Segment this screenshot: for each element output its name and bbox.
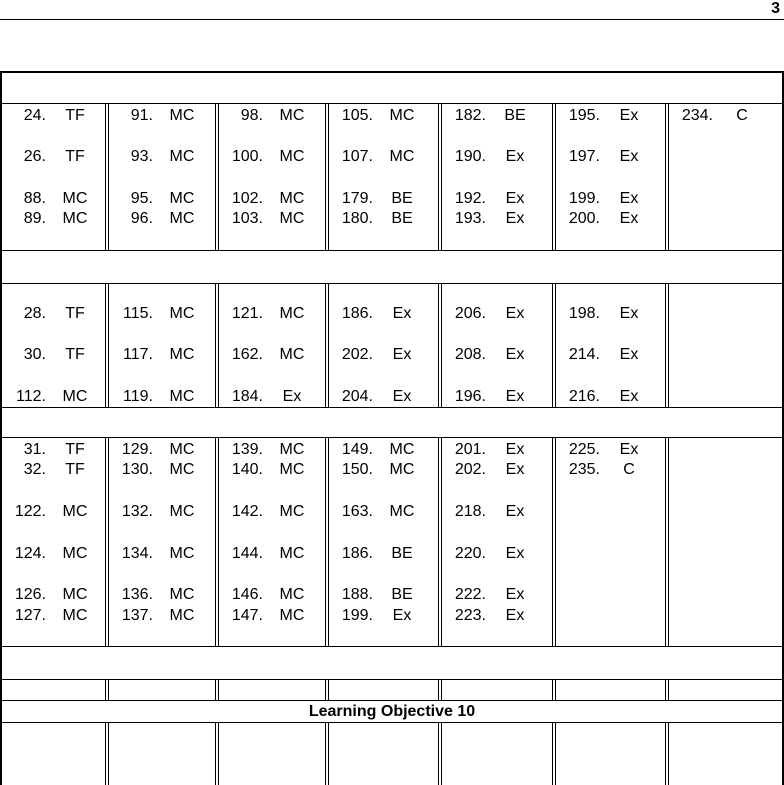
question-number: 193. xyxy=(454,210,486,227)
question-number: 216. xyxy=(568,388,600,405)
question-number: 100. xyxy=(231,148,263,165)
question-type: Ex xyxy=(619,210,639,227)
question-number: 140. xyxy=(231,461,263,478)
question-type: Ex xyxy=(505,503,525,520)
table-column-divider xyxy=(665,103,669,250)
table-column-divider xyxy=(665,437,669,646)
question-number: 222. xyxy=(454,586,486,603)
table-column-divider xyxy=(325,103,329,250)
question-type: Ex xyxy=(392,388,412,405)
question-type: Ex xyxy=(392,607,412,624)
question-type: BE xyxy=(391,545,413,562)
table-column-divider xyxy=(438,679,442,700)
question-type: Ex xyxy=(619,305,639,322)
question-number: 130. xyxy=(121,461,153,478)
table-hrule xyxy=(0,407,784,408)
question-type: MC xyxy=(169,545,195,562)
question-number: 235. xyxy=(568,461,600,478)
question-number: 122. xyxy=(14,503,46,520)
question-number: 220. xyxy=(454,545,486,562)
question-type: MC xyxy=(389,461,415,478)
question-type: MC xyxy=(279,190,305,207)
question-number: 98. xyxy=(240,107,263,124)
question-number: 144. xyxy=(231,545,263,562)
learning-objective-heading: Learning Objective 10 xyxy=(308,703,476,720)
question-type: MC xyxy=(279,346,305,363)
question-number: 139. xyxy=(231,441,263,458)
question-number: 102. xyxy=(231,190,263,207)
table-column-divider xyxy=(105,103,109,250)
question-number: 208. xyxy=(454,346,486,363)
question-number: 31. xyxy=(23,441,46,458)
question-number: 201. xyxy=(454,441,486,458)
question-number: 192. xyxy=(454,190,486,207)
question-number: 112. xyxy=(16,388,46,405)
question-type: Ex xyxy=(619,148,639,165)
question-number: 199. xyxy=(568,190,600,207)
question-number: 88. xyxy=(23,190,46,207)
question-number: 225. xyxy=(568,441,600,458)
question-number: 218. xyxy=(454,503,486,520)
question-number: 214. xyxy=(568,346,600,363)
question-type: BE xyxy=(391,190,413,207)
question-type: BE xyxy=(391,210,413,227)
table-column-divider xyxy=(438,722,442,785)
question-type: MC xyxy=(279,461,305,478)
question-number: 28. xyxy=(23,305,46,322)
question-number: 234. xyxy=(681,107,713,124)
question-type: MC xyxy=(169,607,195,624)
table-column-divider xyxy=(665,722,669,785)
question-number: 121. xyxy=(231,305,263,322)
question-type: MC xyxy=(62,607,88,624)
question-type: MC xyxy=(169,305,195,322)
question-type: MC xyxy=(279,503,305,520)
question-type: MC xyxy=(279,148,305,165)
question-number: 204. xyxy=(341,388,373,405)
question-number: 163. xyxy=(341,503,373,520)
question-number: 179. xyxy=(341,190,373,207)
question-number: 107. xyxy=(341,148,373,165)
question-type: Ex xyxy=(505,190,525,207)
question-type: Ex xyxy=(505,607,525,624)
question-type: MC xyxy=(389,107,415,124)
table-column-divider xyxy=(215,722,219,785)
question-type: TF xyxy=(65,441,85,458)
question-number: 202. xyxy=(341,346,373,363)
question-type: TF xyxy=(65,346,85,363)
question-number: 127. xyxy=(14,607,46,624)
table-column-divider xyxy=(552,437,556,646)
table-column-divider xyxy=(552,283,556,407)
question-number: 26. xyxy=(23,148,46,165)
question-number: 32. xyxy=(23,461,46,478)
table-column-divider xyxy=(552,679,556,700)
question-type: MC xyxy=(62,388,88,405)
question-type: MC xyxy=(169,441,195,458)
question-type: TF xyxy=(65,107,85,124)
question-type: MC xyxy=(279,441,305,458)
question-type: MC xyxy=(389,503,415,520)
page-number: 3 xyxy=(771,0,780,17)
question-type: MC xyxy=(169,148,195,165)
question-type: Ex xyxy=(619,190,639,207)
question-number: 188. xyxy=(341,586,373,603)
question-number: 182. xyxy=(454,107,486,124)
question-type: MC xyxy=(169,388,195,405)
table-hrule xyxy=(0,646,784,647)
question-type: TF xyxy=(65,148,85,165)
question-type: Ex xyxy=(505,305,525,322)
question-number: 24. xyxy=(23,107,46,124)
question-number: 180. xyxy=(341,210,373,227)
question-number: 162. xyxy=(231,346,263,363)
question-number: 197. xyxy=(568,148,600,165)
question-type: MC xyxy=(389,148,415,165)
question-number: 149. xyxy=(341,441,373,458)
question-number: 96. xyxy=(130,210,153,227)
question-type: Ex xyxy=(505,388,525,405)
question-number: 137. xyxy=(121,607,153,624)
question-type: TF xyxy=(65,461,85,478)
table-column-divider xyxy=(215,437,219,646)
question-type: MC xyxy=(279,210,305,227)
table-column-divider xyxy=(105,679,109,700)
question-number: 150. xyxy=(341,461,373,478)
question-type: MC xyxy=(62,503,88,520)
question-type: Ex xyxy=(505,346,525,363)
question-number: 126. xyxy=(14,586,46,603)
question-type: MC xyxy=(169,503,195,520)
question-number: 89. xyxy=(23,210,46,227)
question-type: MC xyxy=(279,607,305,624)
question-number: 132. xyxy=(121,503,153,520)
question-type: MC xyxy=(169,210,195,227)
question-type: MC xyxy=(62,586,88,603)
question-number: 196. xyxy=(454,388,486,405)
question-number: 103. xyxy=(231,210,263,227)
table-column-divider xyxy=(325,283,329,407)
question-type: C xyxy=(623,461,635,478)
question-type: Ex xyxy=(505,148,525,165)
question-number: 124. xyxy=(14,545,46,562)
table-column-divider xyxy=(215,283,219,407)
table-hrule xyxy=(0,250,784,251)
question-number: 115. xyxy=(123,305,153,322)
question-number: 30. xyxy=(23,346,46,363)
question-type: MC xyxy=(389,441,415,458)
table-column-divider xyxy=(215,103,219,250)
table-hrule xyxy=(0,700,784,701)
question-number: 134. xyxy=(121,545,153,562)
question-type: Ex xyxy=(619,388,639,405)
table-column-divider xyxy=(105,437,109,646)
question-number: 223. xyxy=(454,607,486,624)
question-type: Ex xyxy=(619,107,639,124)
question-type: MC xyxy=(169,461,195,478)
question-type: Ex xyxy=(392,305,412,322)
question-type: MC xyxy=(62,210,88,227)
table-column-divider xyxy=(105,283,109,407)
question-type: MC xyxy=(169,107,195,124)
question-number: 186. xyxy=(341,545,373,562)
question-number: 142. xyxy=(231,503,263,520)
question-number: 199. xyxy=(341,607,373,624)
table-column-divider xyxy=(105,722,109,785)
question-type: Ex xyxy=(505,545,525,562)
table-column-divider xyxy=(552,722,556,785)
table-column-divider xyxy=(325,437,329,646)
question-type: MC xyxy=(279,107,305,124)
table-column-divider xyxy=(665,283,669,407)
question-number: 91. xyxy=(130,107,153,124)
question-type: MC xyxy=(62,190,88,207)
question-number: 95. xyxy=(130,190,153,207)
question-type: Ex xyxy=(505,210,525,227)
question-type: BE xyxy=(391,586,413,603)
question-number: 136. xyxy=(121,586,153,603)
table-column-divider xyxy=(438,103,442,250)
table-column-divider xyxy=(552,103,556,250)
header-rule xyxy=(0,19,784,20)
question-number: 105. xyxy=(341,107,373,124)
question-number: 206. xyxy=(454,305,486,322)
question-type: Ex xyxy=(619,441,639,458)
question-number: 190. xyxy=(454,148,486,165)
question-type: Ex xyxy=(505,441,525,458)
question-number: 184. xyxy=(231,388,263,405)
question-number: 146. xyxy=(231,586,263,603)
question-type: C xyxy=(736,107,748,124)
question-type: Ex xyxy=(392,346,412,363)
question-number: 129. xyxy=(121,441,153,458)
table-column-divider xyxy=(438,283,442,407)
question-number: 195. xyxy=(568,107,600,124)
question-type: BE xyxy=(504,107,526,124)
question-type: Ex xyxy=(282,388,302,405)
question-type: MC xyxy=(279,586,305,603)
table-column-divider xyxy=(665,679,669,700)
question-type: TF xyxy=(65,305,85,322)
question-number: 186. xyxy=(341,305,373,322)
table-column-divider xyxy=(438,437,442,646)
question-number: 117. xyxy=(123,346,153,363)
question-type: MC xyxy=(169,586,195,603)
question-type: MC xyxy=(169,190,195,207)
question-type: Ex xyxy=(505,586,525,603)
table-column-divider xyxy=(325,722,329,785)
question-number: 119. xyxy=(123,388,153,405)
question-number: 202. xyxy=(454,461,486,478)
table-column-divider xyxy=(325,679,329,700)
question-number: 93. xyxy=(130,148,153,165)
question-type: Ex xyxy=(619,346,639,363)
question-type: Ex xyxy=(505,461,525,478)
table-column-divider xyxy=(215,679,219,700)
question-type: MC xyxy=(279,545,305,562)
question-number: 200. xyxy=(568,210,600,227)
question-number: 147. xyxy=(231,607,263,624)
question-type: MC xyxy=(279,305,305,322)
question-type: MC xyxy=(62,545,88,562)
question-type: MC xyxy=(169,346,195,363)
question-number: 198. xyxy=(568,305,600,322)
